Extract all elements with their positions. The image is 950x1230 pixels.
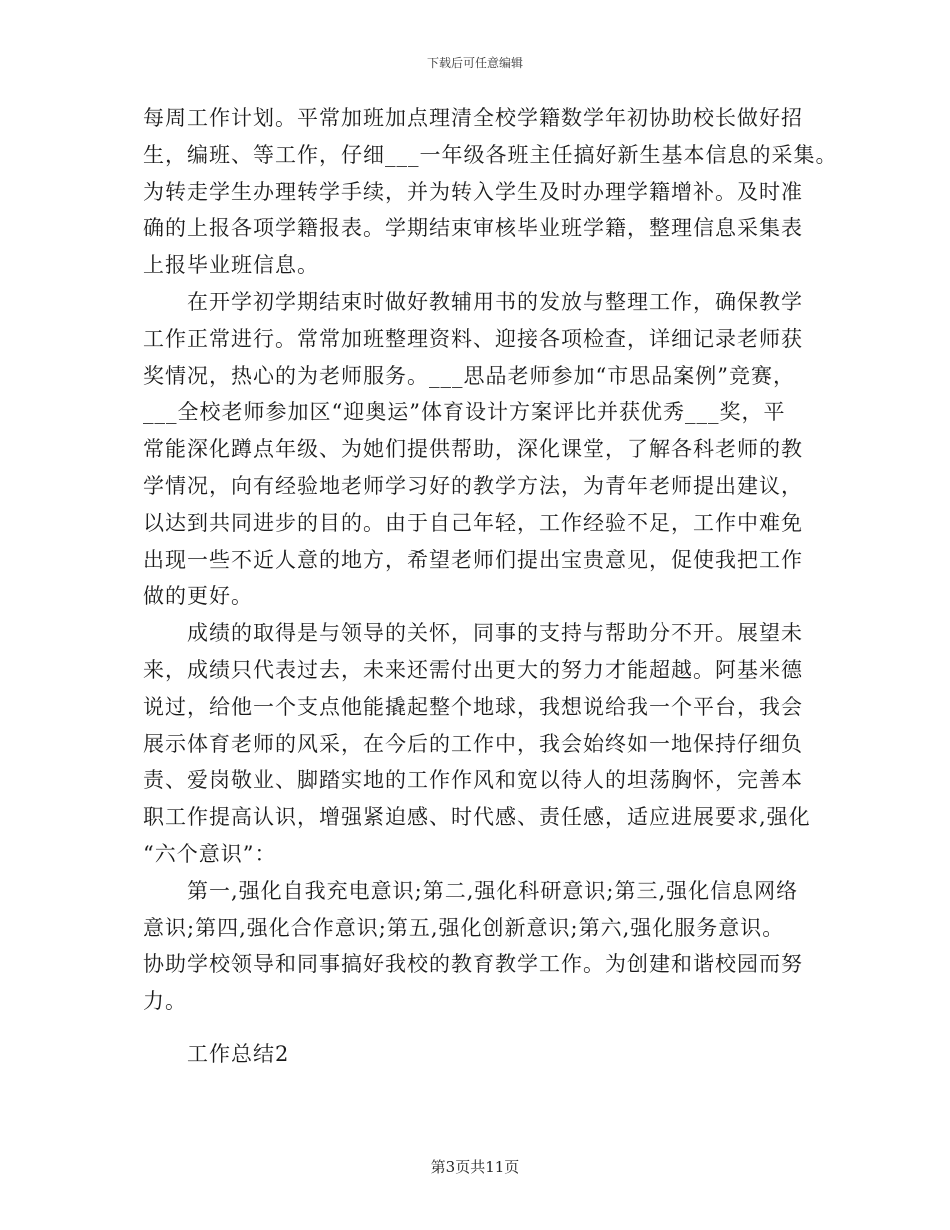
text-line: 意识;第四,强化合作意识;第五,强化创新意识;第六,强化服务意识。 bbox=[143, 915, 785, 940]
text-line: 在开学初学期结束时做好教辅用书的发放与整理工作，确保教学 bbox=[143, 289, 803, 314]
text-line: ___全校老师参加区“迎奥运”体育设计方案评比并获优秀___奖，平 bbox=[143, 400, 786, 425]
text-line: 生，编班、等工作，仔细___一年级各班主任搞好新生基本信息的采集。 bbox=[143, 142, 838, 167]
text-line: 协助学校领导和同事搞好我校的教育教学工作。为创建和谐校园而努 bbox=[143, 952, 803, 977]
paragraph-2 bbox=[143, 284, 823, 615]
text-line: 出现一些不近人意的地方，希望老师们提出宝贵意见，促使我把工作 bbox=[143, 547, 803, 572]
paragraph-1 bbox=[143, 100, 838, 284]
paragraph-4 bbox=[143, 873, 823, 1020]
section-heading: 工作总结2 bbox=[143, 1041, 290, 1066]
text-line: 以达到共同进步的目的。由于自己年轻，工作经验不足，工作中难免 bbox=[143, 510, 803, 535]
text-line: 常能深化蹲点年级、为她们提供帮助，深化课堂，了解各科老师的教 bbox=[143, 437, 803, 462]
text-line: 职工作提高认识，增强紧迫感、时代感、责任感，适应进展要求,强化 bbox=[143, 805, 811, 830]
text-line: 工作正常进行。常常加班整理资料、迎接各项检查，详细记录老师获 bbox=[143, 326, 803, 351]
text-line: 确的上报各项学籍报表。学期结束审核毕业班学籍，整理信息采集表 bbox=[143, 216, 803, 241]
paragraph-3 bbox=[143, 615, 823, 873]
page-header: 下载后可任意编辑 bbox=[426, 56, 523, 70]
text-line: 第一,强化自我充电意识;第二,强化科研意识;第三,强化信息网络 bbox=[143, 878, 799, 903]
text-line: 展示体育老师的风采，在今后的工作中，我会始终如一地保持仔细负 bbox=[143, 731, 803, 756]
text-line: 成绩的取得是与领导的关怀，同事的支持与帮助分不开。展望未 bbox=[143, 621, 803, 646]
text-line: 做的更好。 bbox=[143, 584, 253, 609]
text-line: 说过，给他一个支点他能撬起整个地球，我想说给我一个平台，我会 bbox=[143, 694, 803, 719]
text-line: 力。 bbox=[143, 989, 187, 1014]
text-line: 奖情况，热心的为老师服务。___思品老师参加“市思品案例”竞赛， bbox=[143, 363, 795, 388]
text-line: 每周工作计划。平常加班加点理清全校学籍数学年初协助校长做好招 bbox=[143, 106, 803, 130]
text-line: “六个意识”： bbox=[143, 841, 277, 866]
page-number: 第3页共11页 bbox=[430, 1158, 520, 1176]
text-line: 上报毕业班信息。 bbox=[143, 253, 319, 278]
text-line: 为转走学生办理转学手续，并为转入学生及时办理学籍增补。及时准 bbox=[143, 179, 803, 204]
text-line: 责、爱岗敬业、脚踏实地的工作作风和宽以待人的坦荡胸怀，完善本 bbox=[143, 768, 803, 793]
section-spacer bbox=[143, 1020, 823, 1036]
document-body bbox=[143, 100, 838, 1073]
text-line: 学情况，向有经验地老师学习好的教学方法，为青年老师提出建议， bbox=[143, 473, 803, 498]
text-line: 来，成绩只代表过去，未来还需付出更大的努力才能超越。阿基米德 bbox=[143, 657, 803, 682]
